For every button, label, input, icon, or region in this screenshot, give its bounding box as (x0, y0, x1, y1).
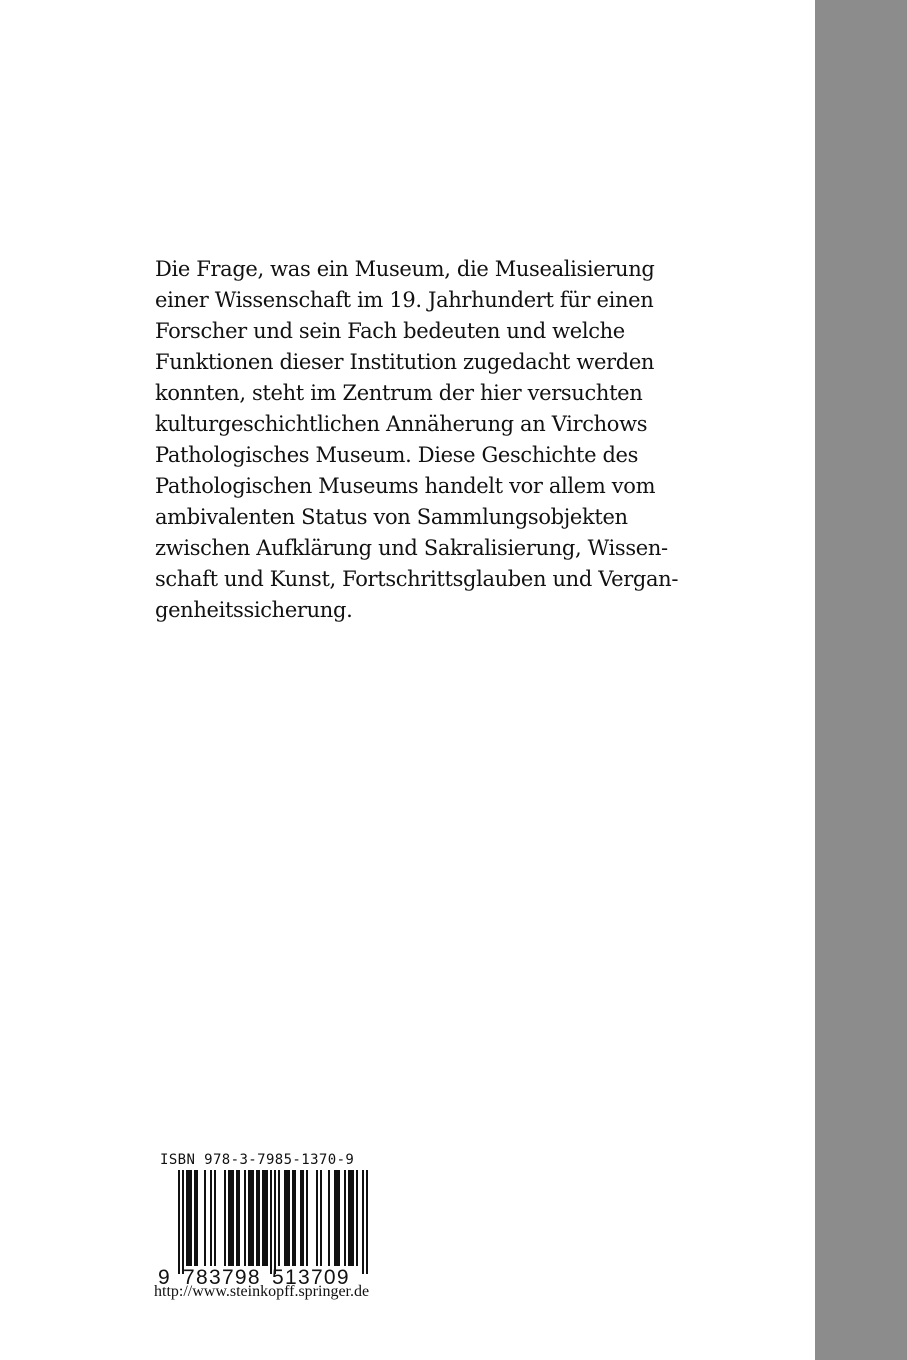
isbn-barcode-block (158, 1152, 398, 1290)
gray-spine-strip (815, 0, 907, 1360)
barcode-bar (334, 1170, 340, 1266)
barcode-bar (348, 1170, 354, 1266)
barcode-guard-bar (362, 1170, 364, 1274)
barcode-bar (236, 1170, 240, 1266)
barcode-bar (356, 1170, 358, 1266)
barcode-bar (344, 1170, 346, 1266)
ean13-barcode (158, 1170, 378, 1290)
blurb-line: Pathologischen Museums handelt vor allem vom (155, 474, 656, 498)
blurb-line: Forscher und sein Fach bedeuten und welche (155, 319, 625, 343)
barcode-bar (244, 1170, 246, 1266)
blurb-line: konnten, steht im Zentrum der hier versuchten (155, 381, 643, 405)
blurb-line: Die Frage, was ein Museum, die Musealisierung (155, 257, 655, 281)
barcode-bar (186, 1170, 192, 1266)
barcode-bar (328, 1170, 330, 1266)
blurb-line: zwischen Aufklärung und Sakralisierung, Wissen- (155, 536, 668, 560)
blurb-line: schaft und Kunst, Fortschrittsglauben und Vergan- (155, 567, 679, 591)
isbn-label: ISBN 978-3-7985-1370-9 (160, 1152, 355, 1168)
barcode-lead-digit: 9 (158, 1266, 170, 1289)
blurb-line: einer Wissenschaft im 19. Jahrhundert für einen (155, 288, 654, 312)
barcode-guard-bar (182, 1170, 184, 1274)
barcode-bars (178, 1170, 368, 1274)
barcode-bar (278, 1170, 280, 1266)
barcode-bar (204, 1170, 206, 1266)
barcode-bar (316, 1170, 318, 1266)
barcode-bar (292, 1170, 296, 1266)
barcode-guard-bar (366, 1170, 368, 1274)
blurb-line: Pathologisches Museum. Diese Geschichte des (155, 443, 639, 467)
barcode-right-digits: 513709 (272, 1266, 350, 1289)
back-cover-blurb (155, 254, 679, 626)
barcode-guard-bar (270, 1170, 272, 1274)
barcode-bar (320, 1170, 322, 1266)
barcode-bar (300, 1170, 304, 1266)
barcode-bar (194, 1170, 198, 1266)
blurb-line: genheitssicherung. (155, 598, 353, 622)
barcode-guard-bar (274, 1170, 276, 1274)
barcode-bar (210, 1170, 212, 1266)
barcode-bar (228, 1170, 234, 1266)
blurb-line: ambivalenten Status von Sammlungsobjekten (155, 505, 628, 529)
barcode-bar (256, 1170, 260, 1266)
barcode-bar (262, 1170, 268, 1266)
blurb-line: kulturgeschichtlichen Annäherung an Virchows (155, 412, 648, 436)
barcode-bar (224, 1170, 226, 1266)
publisher-website: http://www.steinkopff.springer.de (154, 1283, 370, 1300)
barcode-bar (214, 1170, 216, 1266)
blurb-line: Funktionen dieser Institution zugedacht werden (155, 350, 655, 374)
barcode-bar (284, 1170, 290, 1266)
barcode-bar (306, 1170, 308, 1266)
barcode-left-digits: 783798 (183, 1266, 261, 1289)
barcode-bar (248, 1170, 254, 1266)
barcode-guard-bar (178, 1170, 180, 1274)
